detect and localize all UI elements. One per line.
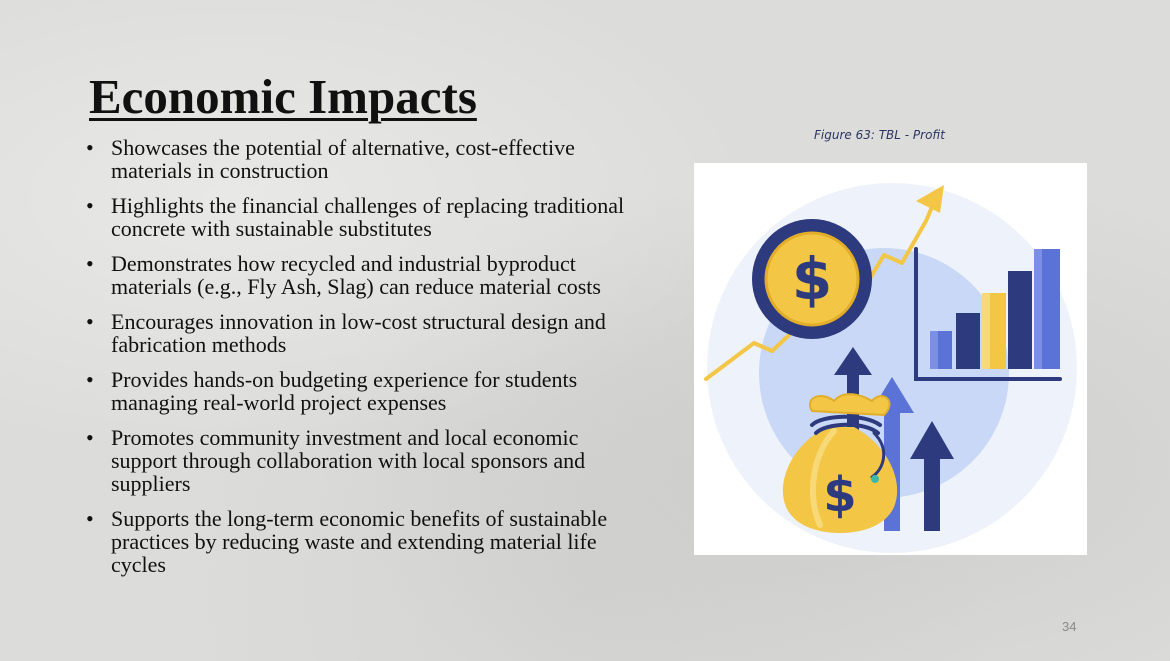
bullet-marker: •: [86, 506, 94, 531]
bullet-item: [86, 194, 646, 240]
bullet-item: [86, 310, 646, 356]
bullet-text: Demonstrates how recycled and industrial byproduct materials (e.g., Fly Ash, Slag) can reduce material costs: [111, 251, 601, 299]
bullet-item: [86, 426, 646, 495]
profit-illustration-svg: [694, 163, 1087, 555]
bullet-marker: •: [86, 309, 94, 334]
bullet-item: [86, 368, 646, 414]
page-number: 34: [1062, 619, 1077, 634]
bullet-item: [86, 252, 646, 298]
dollar-coin-icon: [752, 219, 872, 339]
bullet-text: Promotes community investment and local economic support through collaboration with local sponsors and suppliers: [111, 425, 586, 496]
bullet-text: Highlights the financial challenges of replacing traditional concrete with sustainable substitutes: [111, 193, 625, 241]
profit-illustration: [694, 163, 1087, 555]
bullet-marker: •: [86, 135, 94, 160]
bullet-text: Provides hands-on budgeting experience for students managing real-world project expenses: [111, 367, 578, 415]
bullet-item: [86, 507, 646, 576]
figure-caption: Figure 63: TBL - Profit: [814, 128, 945, 142]
bullet-marker: •: [86, 367, 94, 392]
bullet-text: Supports the long-term economic benefits of sustainable practices by reducing waste and extending material life cycles: [111, 506, 608, 577]
bullet-marker: •: [86, 251, 94, 276]
svg-text:$: $: [791, 245, 833, 313]
bullet-item: [86, 136, 646, 182]
bullet-text: Showcases the potential of alternative, cost-effective materials in construction: [111, 135, 575, 183]
bullet-marker: •: [86, 425, 94, 450]
svg-text:$: $: [823, 467, 857, 523]
bullet-text: Encourages innovation in low-cost structural design and fabrication methods: [111, 309, 606, 357]
slide-title: Economic Impacts: [89, 69, 477, 124]
bullet-list: [86, 136, 646, 588]
bullet-marker: •: [86, 193, 94, 218]
